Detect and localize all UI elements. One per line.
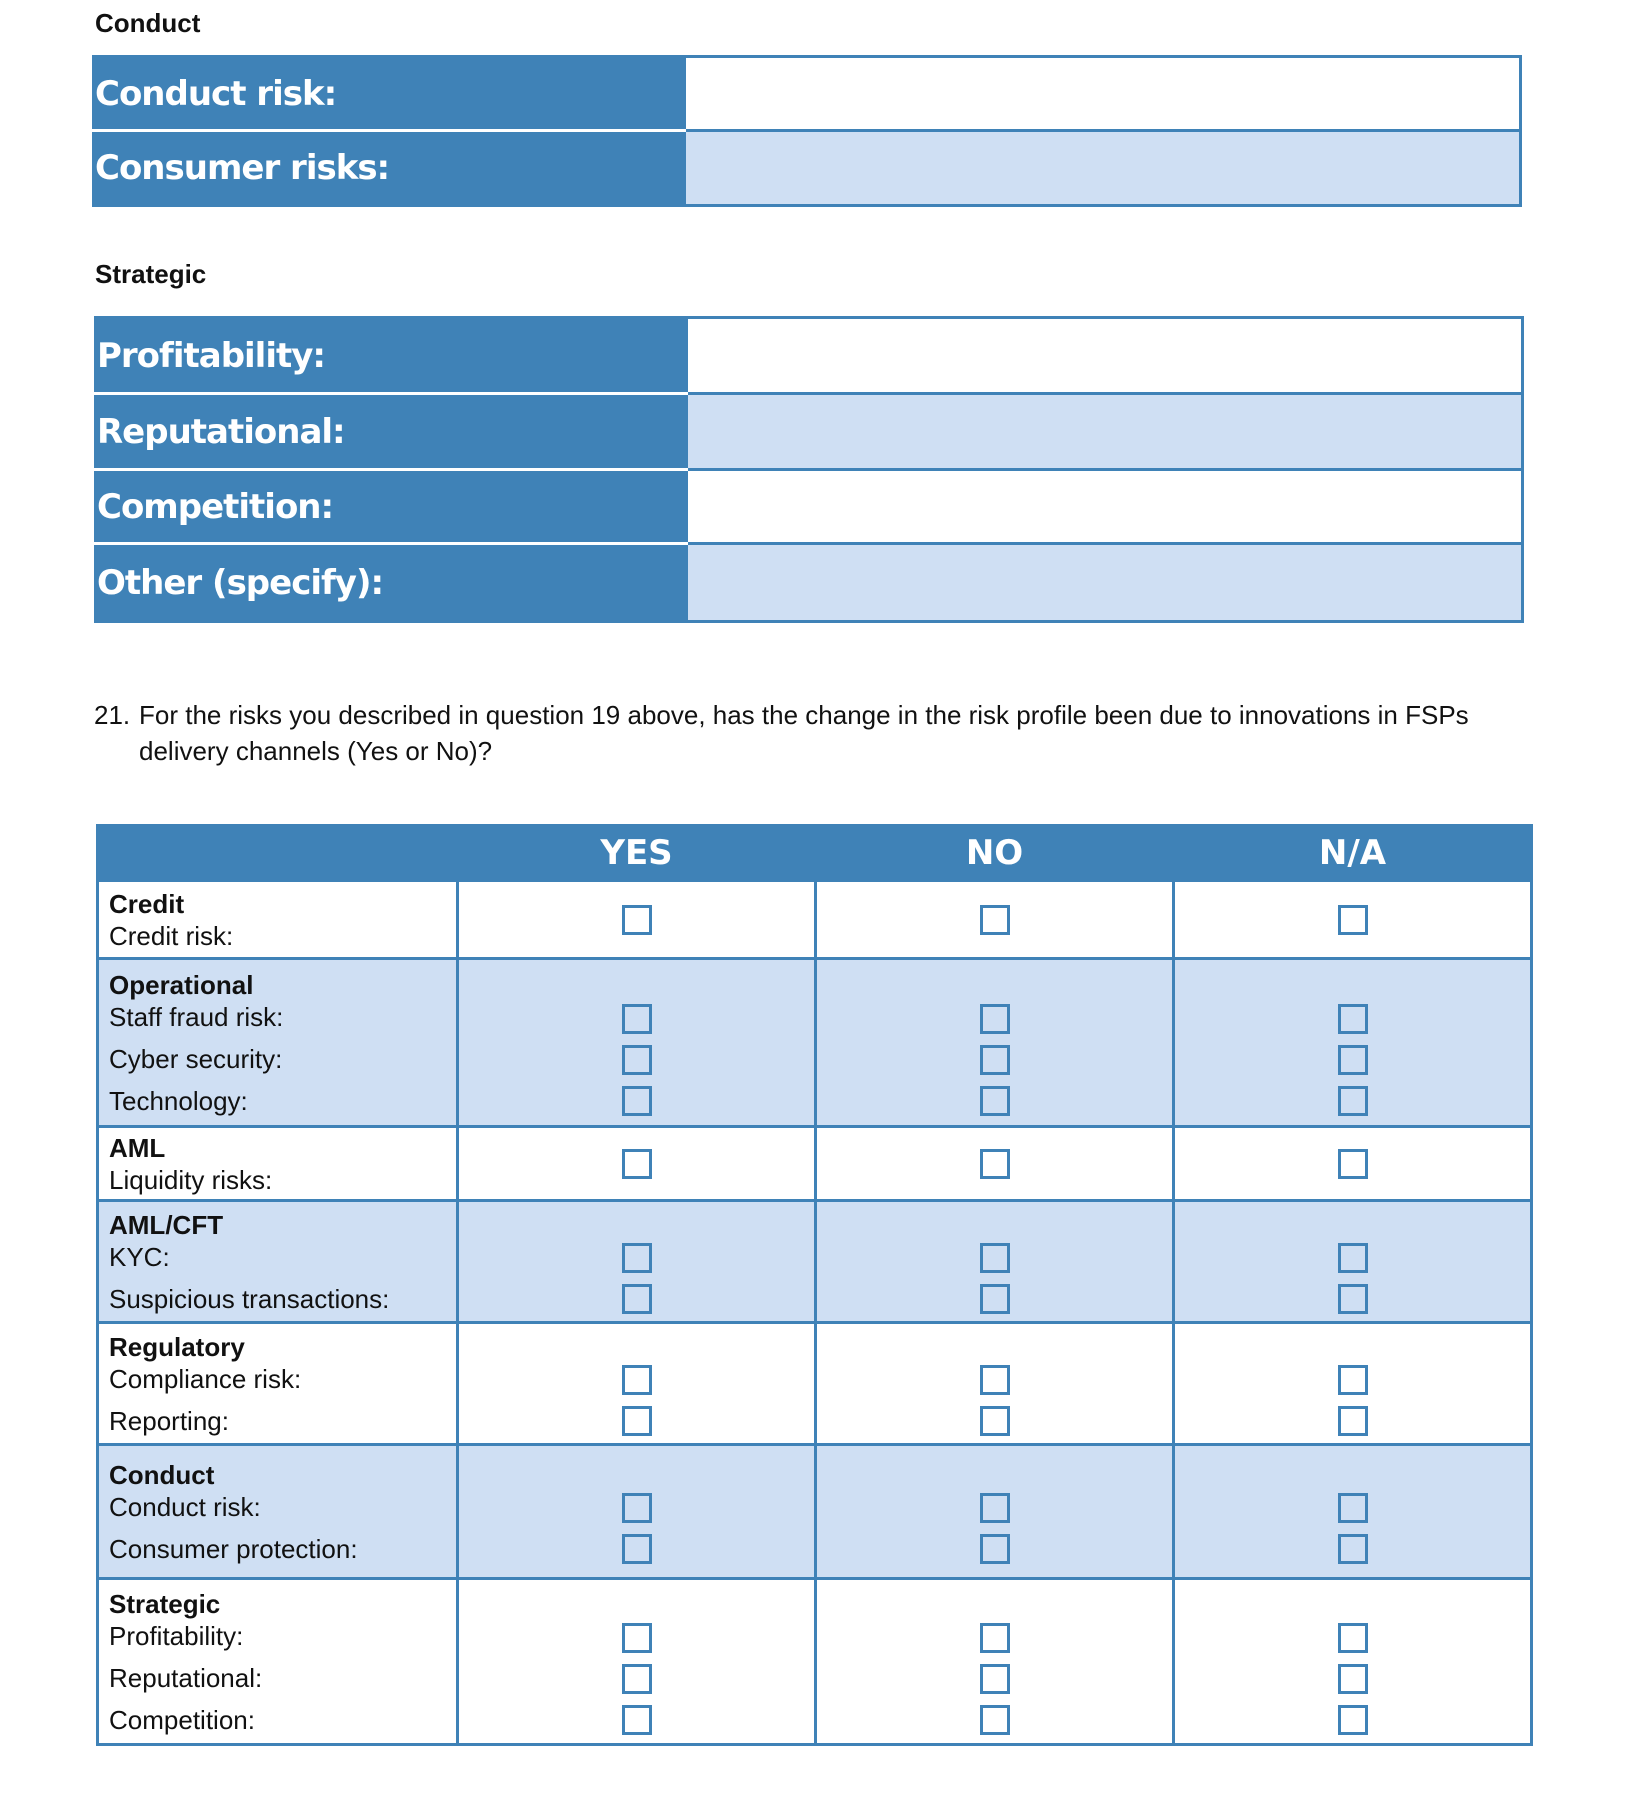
checkbox-yes[interactable] [622,1664,652,1694]
checkbox-stack [1175,1004,1530,1116]
checkbox-stack [459,1004,814,1116]
checkbox-stack [459,1149,814,1179]
profitability-row [96,318,1523,394]
checkbox-stack [817,1004,1172,1116]
question-21 [94,697,1544,769]
checkbox-yes[interactable] [622,1045,652,1075]
checkbox-no[interactable] [980,1493,1010,1523]
grid-group-heading: AML [109,1132,166,1163]
column-header-na: N/A [1174,826,1532,881]
conduct-risk-label: Conduct risk: [94,57,685,131]
checkbox-na[interactable] [1338,1284,1368,1314]
grid-group-row [98,1127,1532,1201]
grid-item-label: Consumer protection: [109,1533,358,1564]
grid-cell-na [1174,1127,1532,1201]
reputational-field[interactable] [687,394,1523,470]
checkbox-no[interactable] [980,1243,1010,1273]
grid-group-heading: Strategic [109,1588,221,1619]
checkbox-stack [1175,1493,1530,1564]
grid-item-label: Reputational: [109,1662,263,1693]
risk-change-grid [96,824,1533,1746]
grid-item-label: Conduct risk: [109,1491,261,1522]
other-specify-field[interactable] [687,544,1523,622]
grid-item-label: Technology: [109,1085,248,1116]
checkbox-na[interactable] [1338,1045,1368,1075]
checkbox-yes[interactable] [622,1406,652,1436]
checkbox-na[interactable] [1338,1086,1368,1116]
competition-field[interactable] [687,470,1523,544]
grid-header-row [98,826,1532,881]
grid-cell-na [1174,1445,1532,1579]
reputational-label: Reputational: [96,394,687,470]
checkbox-yes[interactable] [622,1493,652,1523]
checkbox-stack [817,1493,1172,1564]
checkbox-no[interactable] [980,1045,1010,1075]
profitability-field[interactable] [687,318,1523,394]
grid-cell-no [816,1127,1174,1201]
grid-group-label [98,1323,458,1445]
grid-cell-yes [458,1579,816,1745]
checkbox-na[interactable] [1338,1365,1368,1395]
reputational-row [96,394,1523,470]
checkbox-na[interactable] [1338,1243,1368,1273]
grid-group-row [98,1445,1532,1579]
grid-item-label: Profitability: [109,1620,244,1651]
checkbox-no[interactable] [980,1149,1010,1179]
competition-label: Competition: [96,470,687,544]
grid-group-heading: Conduct [109,1459,215,1490]
grid-group-label [98,1445,458,1579]
checkbox-stack [459,1243,814,1314]
checkbox-stack [817,1149,1172,1179]
grid-group-label [98,1127,458,1201]
profitability-label: Profitability: [96,318,687,394]
checkbox-na[interactable] [1338,1493,1368,1523]
checkbox-no[interactable] [980,1406,1010,1436]
checkbox-yes[interactable] [622,1284,652,1314]
grid-group-label [98,1579,458,1745]
checkbox-no[interactable] [980,905,1010,935]
grid-item-label: KYC: [109,1241,170,1272]
checkbox-stack [1175,1365,1530,1436]
checkbox-na[interactable] [1338,1004,1368,1034]
checkbox-yes[interactable] [622,1243,652,1273]
grid-item-label: Liquidity risks: [109,1164,273,1195]
strategic-section-title: Strategic [95,259,207,289]
grid-cell-no [816,959,1174,1127]
grid-header-corner [98,826,458,881]
grid-cell-yes [458,1201,816,1323]
grid-cell-na [1174,1579,1532,1745]
conduct-risk-table [92,55,1522,207]
column-header-yes: YES [458,826,816,881]
grid-item-label: Cyber security: [109,1043,283,1074]
grid-item-label: Reporting: [109,1405,229,1436]
checkbox-yes[interactable] [622,1004,652,1034]
grid-cell-no [816,1201,1174,1323]
checkbox-stack [459,1365,814,1436]
consumer-risks-row [94,131,1521,206]
grid-group-row [98,1579,1532,1745]
checkbox-na[interactable] [1338,1705,1368,1735]
other-specify-row [96,544,1523,622]
checkbox-stack [1175,1623,1530,1735]
consumer-risks-label: Consumer risks: [94,131,685,206]
checkbox-na[interactable] [1338,1406,1368,1436]
grid-group-row [98,1323,1532,1445]
conduct-risk-field[interactable] [685,57,1521,131]
grid-cell-yes [458,959,816,1127]
grid-group-heading: Credit [109,888,185,919]
column-header-no: NO [816,826,1174,881]
checkbox-yes[interactable] [622,1705,652,1735]
checkbox-na[interactable] [1338,1623,1368,1653]
checkbox-no[interactable] [980,1623,1010,1653]
grid-group-heading: AML/CFT [109,1209,224,1240]
checkbox-no[interactable] [980,1664,1010,1694]
grid-cell-yes [458,881,816,959]
checkbox-no[interactable] [980,1534,1010,1564]
grid-cell-na [1174,1323,1532,1445]
checkbox-no[interactable] [980,1004,1010,1034]
checkbox-yes[interactable] [622,1365,652,1395]
grid-item-label: Competition: [109,1704,255,1735]
other-specify-label: Other (specify): [96,544,687,622]
grid-group-row [98,881,1532,959]
grid-item-label: Compliance risk: [109,1363,302,1394]
checkbox-stack [817,1365,1172,1436]
checkbox-stack [1175,1149,1530,1179]
checkbox-stack [1175,905,1530,935]
grid-group-label [98,959,458,1127]
grid-cell-yes [458,1127,816,1201]
checkbox-yes[interactable] [622,905,652,935]
checkbox-stack [459,1623,814,1735]
checkbox-stack [817,1243,1172,1314]
checkbox-stack [459,905,814,935]
question-number: 21. [94,700,131,730]
checkbox-na[interactable] [1338,1534,1368,1564]
grid-cell-na [1174,1201,1532,1323]
grid-cell-no [816,881,1174,959]
grid-cell-yes [458,1323,816,1445]
grid-group-label [98,1201,458,1323]
checkbox-yes[interactable] [622,1534,652,1564]
grid-cell-na [1174,881,1532,959]
grid-cell-no [816,1323,1174,1445]
checkbox-na[interactable] [1338,905,1368,935]
grid-cell-no [816,1445,1174,1579]
grid-group-row [98,959,1532,1127]
checkbox-no[interactable] [980,1705,1010,1735]
grid-group-label [98,881,458,959]
checkbox-stack [817,905,1172,935]
competition-row [96,470,1523,544]
grid-group-heading: Operational [109,969,254,1000]
conduct-risk-row [94,57,1521,131]
checkbox-na[interactable] [1338,1149,1368,1179]
checkbox-na[interactable] [1338,1664,1368,1694]
grid-cell-yes [458,1445,816,1579]
checkbox-yes[interactable] [622,1623,652,1653]
grid-cell-no [816,1579,1174,1745]
grid-item-label: Staff fraud risk: [109,1001,284,1032]
checkbox-no[interactable] [980,1086,1010,1116]
checkbox-stack [1175,1243,1530,1314]
checkbox-yes[interactable] [622,1149,652,1179]
grid-group-row [98,1201,1532,1323]
checkbox-stack [459,1493,814,1564]
grid-cell-na [1174,959,1532,1127]
conduct-section-title: Conduct [95,8,201,38]
grid-group-heading: Regulatory [109,1331,245,1362]
consumer-risks-field[interactable] [685,131,1521,206]
question-text: For the risks you described in question 19 above, has the change in the risk profile been due to innovations in FSPs delivery channels (Yes or No)? [139,700,1469,766]
checkbox-stack [817,1623,1172,1735]
checkbox-yes[interactable] [622,1086,652,1116]
checkbox-no[interactable] [980,1365,1010,1395]
grid-item-label: Credit risk: [109,920,234,951]
strategic-risk-table [94,316,1524,623]
grid-item-label: Suspicious transactions: [109,1283,390,1314]
checkbox-no[interactable] [980,1284,1010,1314]
